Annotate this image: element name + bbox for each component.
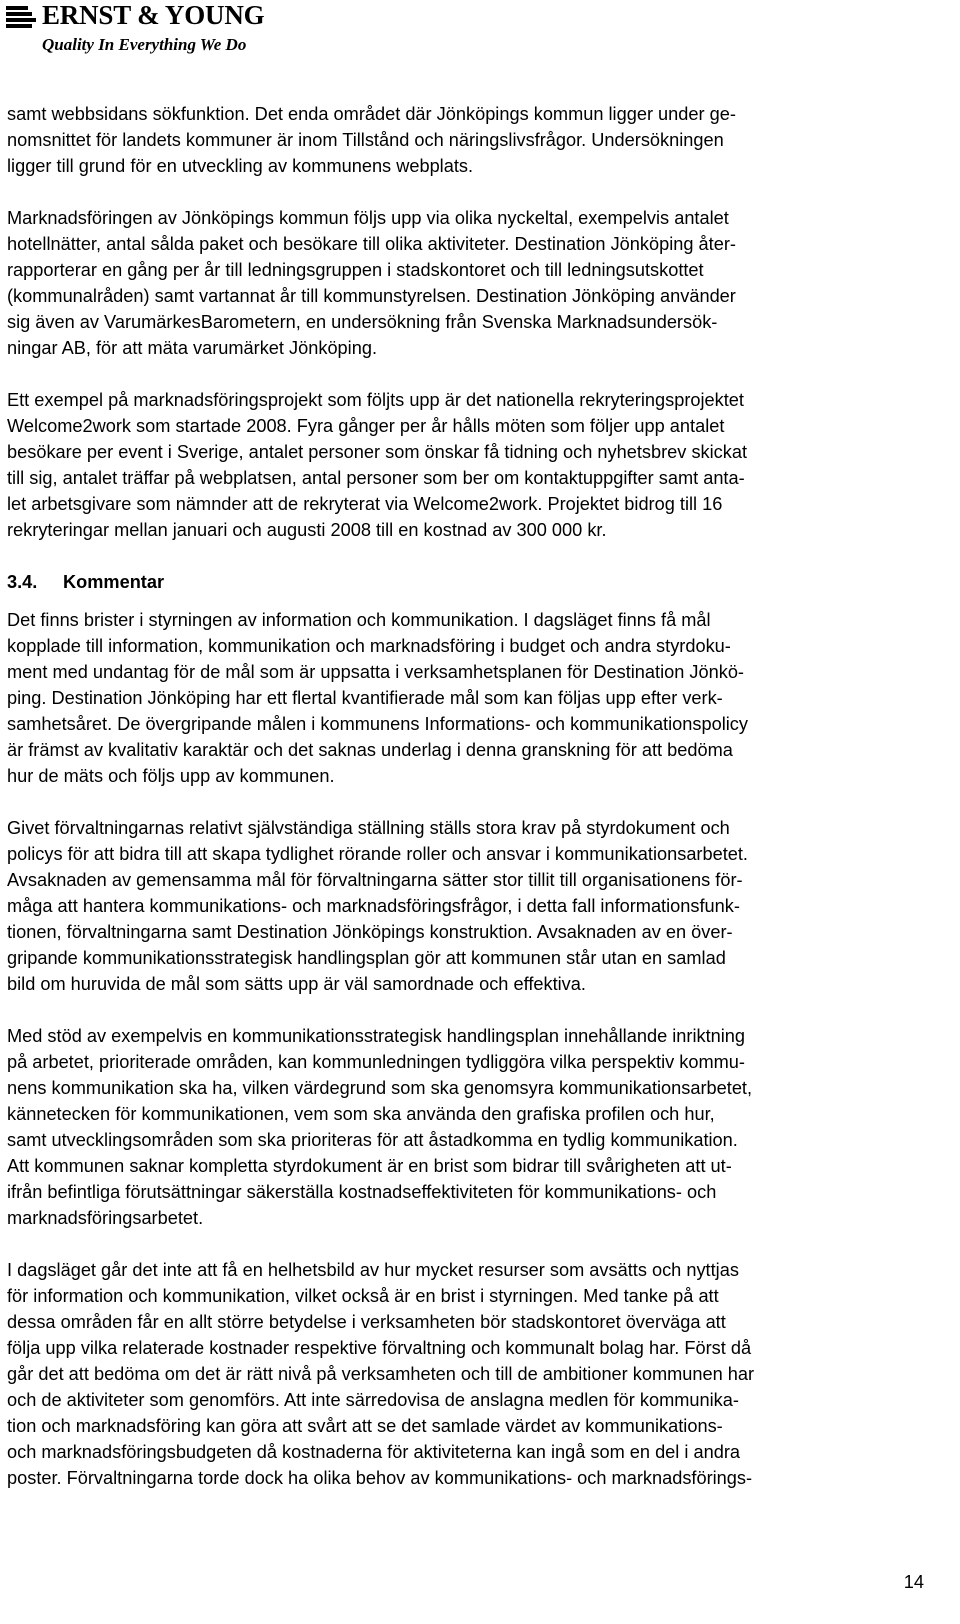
document-body bbox=[7, 101, 921, 1517]
text-line: ping. Destination Jönköping har ett flertal kvantifierade mål som kan följas upp efter verk- bbox=[7, 688, 723, 708]
section-title: Kommentar bbox=[63, 572, 165, 592]
text-line: nens kommunikation ska ha, vilken värdegrund som ska genomsyra kommunikationsarbetet, bbox=[7, 1078, 753, 1098]
text-line: går det att bedöma om det är rätt nivå på verksamheten och till de ambitioner kommunen har bbox=[7, 1364, 755, 1384]
text-line: Avsaknaden av gemensamma mål för förvaltningarna sätter stor tillit till organisationens för- bbox=[7, 870, 743, 890]
text-line: Det finns brister i styrningen av information och kommunikation. I dagsläget finns få mål bbox=[7, 610, 711, 630]
text-line: policys för att bidra till att skapa tydlighet rörande roller och ansvar i kommunikationsarbetet. bbox=[7, 844, 748, 864]
text-line: dessa områden får en allt större betydelse i verksamheten bör stadskontoret överväga att bbox=[7, 1312, 726, 1332]
text-line: tionen, förvaltningarna samt Destination Jönköpings konstruktion. Avsaknaden av en över- bbox=[7, 922, 733, 942]
text-line: I dagsläget går det inte att få en helhetsbild av hur mycket resurser som avsätts och nyttjas bbox=[7, 1260, 739, 1280]
text-line: Att kommunen saknar kompletta styrdokument är en brist som bidrar till svårigheten att ut- bbox=[7, 1156, 732, 1176]
text-line: samhetsåret. De övergripande målen i kommunens Informations- och kommunikationspolicy bbox=[7, 714, 748, 734]
text-line: (kommunalråden) samt vartannat år till kommunstyrelsen. Destination Jönköping använder bbox=[7, 286, 736, 306]
paragraph bbox=[7, 1023, 921, 1231]
text-line: samt utvecklingsområden som ska prioriteras för att åstadkomma en tydlig kommunikation. bbox=[7, 1130, 738, 1150]
text-line: sig även av VarumärkesBarometern, en undersökning från Svenska Marknadsundersök- bbox=[7, 312, 718, 332]
text-line: på arbetet, prioriterade områden, kan kommunledningen tydliggöra vilka perspektiv kommu- bbox=[7, 1052, 745, 1072]
text-line: kopplade till information, kommunikation och marknadsföring i budget och andra styrdoku- bbox=[7, 636, 731, 656]
text-line: ligger till grund för en utveckling av kommunens webplats. bbox=[7, 156, 474, 176]
ernst-young-logo bbox=[6, 2, 266, 60]
text-line: hur de mäts och följs upp av kommunen. bbox=[7, 766, 335, 786]
paragraph bbox=[7, 1257, 921, 1491]
text-line: gripande kommunikationsstrategisk handlingsplan gör att kommunen står utan en samlad bbox=[7, 948, 726, 968]
text-line: rekryteringar mellan januari och augusti 2008 till en kostnad av 300 000 kr. bbox=[7, 520, 607, 540]
section-heading bbox=[7, 569, 921, 595]
text-line: kännetecken för kommunikationen, vem som ska använda den grafiska profilen och hur, bbox=[7, 1104, 715, 1124]
text-line: rapporterar en gång per år till ledningsgruppen i stadskontoret och till ledningsutskottet bbox=[7, 260, 704, 280]
text-line: ment med undantag för de mål som är uppsatta i verksamhetsplanen för Destination Jönkö- bbox=[7, 662, 744, 682]
text-line: och de aktiviteter som genomförs. Att inte särredovisa de anslagna medlen för kommunika- bbox=[7, 1390, 739, 1410]
text-line: Ett exempel på marknadsföringsprojekt som följts upp är det nationella rekryteringsprojektet bbox=[7, 390, 744, 410]
text-line: tion och marknadsföring kan göra att svårt att se det samlade värdet av kommunikations- bbox=[7, 1416, 723, 1436]
text-line: samt webbsidans sökfunktion. Det enda området där Jönköpings kommun ligger under ge- bbox=[7, 104, 736, 124]
text-line: Givet förvaltningarnas relativt självständiga ställning ställs stora krav på styrdokument och bbox=[7, 818, 730, 838]
page-number: 14 bbox=[903, 1572, 924, 1592]
paragraph bbox=[7, 815, 921, 997]
text-line: till sig, antalet träffar på webplatsen, antal personer som ber om kontaktuppgifter samt anta- bbox=[7, 468, 745, 488]
text-line: Med stöd av exempelvis en kommunikationsstrategisk handlingsplan innehållande inriktning bbox=[7, 1026, 746, 1046]
text-line: Marknadsföringen av Jönköpings kommun följs upp via olika nyckeltal, exempelvis antalet bbox=[7, 208, 729, 228]
text-line: ningar AB, för att mäta varumärket Jönköping. bbox=[7, 338, 378, 358]
paragraphs-after-heading bbox=[7, 607, 921, 1491]
section-number: 3.4. bbox=[7, 572, 38, 592]
text-line: let arbetsgivare som nämnder att de rekryterat via Welcome2work. Projektet bidrog till 16 bbox=[7, 494, 723, 514]
text-line: hotellnätter, antal sålda paket och besökare till olika aktiviteter. Destination Jönköping åter- bbox=[7, 234, 736, 254]
text-line: för information och kommunikation, vilket också är en brist i styrningen. Med tanke på att bbox=[7, 1286, 719, 1306]
text-line: besökare per event i Sverige, antalet personer som önskar få tidning och nyhetsbrev skickat bbox=[7, 442, 748, 462]
text-line: måga att hantera kommunikations- och marknadsföringsfrågor, i detta fall informationsfunk- bbox=[7, 896, 740, 916]
paragraph bbox=[7, 387, 921, 543]
text-line: Welcome2work som startade 2008. Fyra gånger per år hålls möten som följer upp antalet bbox=[7, 416, 725, 436]
text-line: bild om huruvida de mål som sätts upp är väl samordnade och effektiva. bbox=[7, 974, 586, 994]
text-line: följa upp vilka relaterade kostnader respektive förvaltning och kommunalt bolag har. Först då bbox=[7, 1338, 752, 1358]
text-line: är främst av kvalitativ karaktär och det saknas underlag i denna granskning för att bedöma bbox=[7, 740, 733, 760]
text-line: ifrån befintliga förutsättningar säkerställa kostnadseffektiviteten för kommunikations- och bbox=[7, 1182, 717, 1202]
logo-tagline: Quality In Everything We Do bbox=[42, 35, 247, 54]
logo-mark-icon bbox=[6, 6, 36, 28]
text-line: marknadsföringsarbetet. bbox=[7, 1208, 204, 1228]
text-line: nomsnittet för landets kommuner är inom Tillstånd och näringslivsfrågor. Undersökningen bbox=[7, 130, 724, 150]
paragraph bbox=[7, 205, 921, 361]
paragraph bbox=[7, 101, 921, 179]
paragraphs-before-heading bbox=[7, 101, 921, 543]
logo-name: ERNST & YOUNG bbox=[42, 0, 265, 30]
text-line: poster. Förvaltningarna torde dock ha olika behov av kommunikations- och marknadsförings- bbox=[7, 1468, 753, 1488]
paragraph bbox=[7, 607, 921, 789]
text-line: och marknadsföringsbudgeten då kostnaderna för aktiviteterna kan ingå som en del i andra bbox=[7, 1442, 741, 1462]
